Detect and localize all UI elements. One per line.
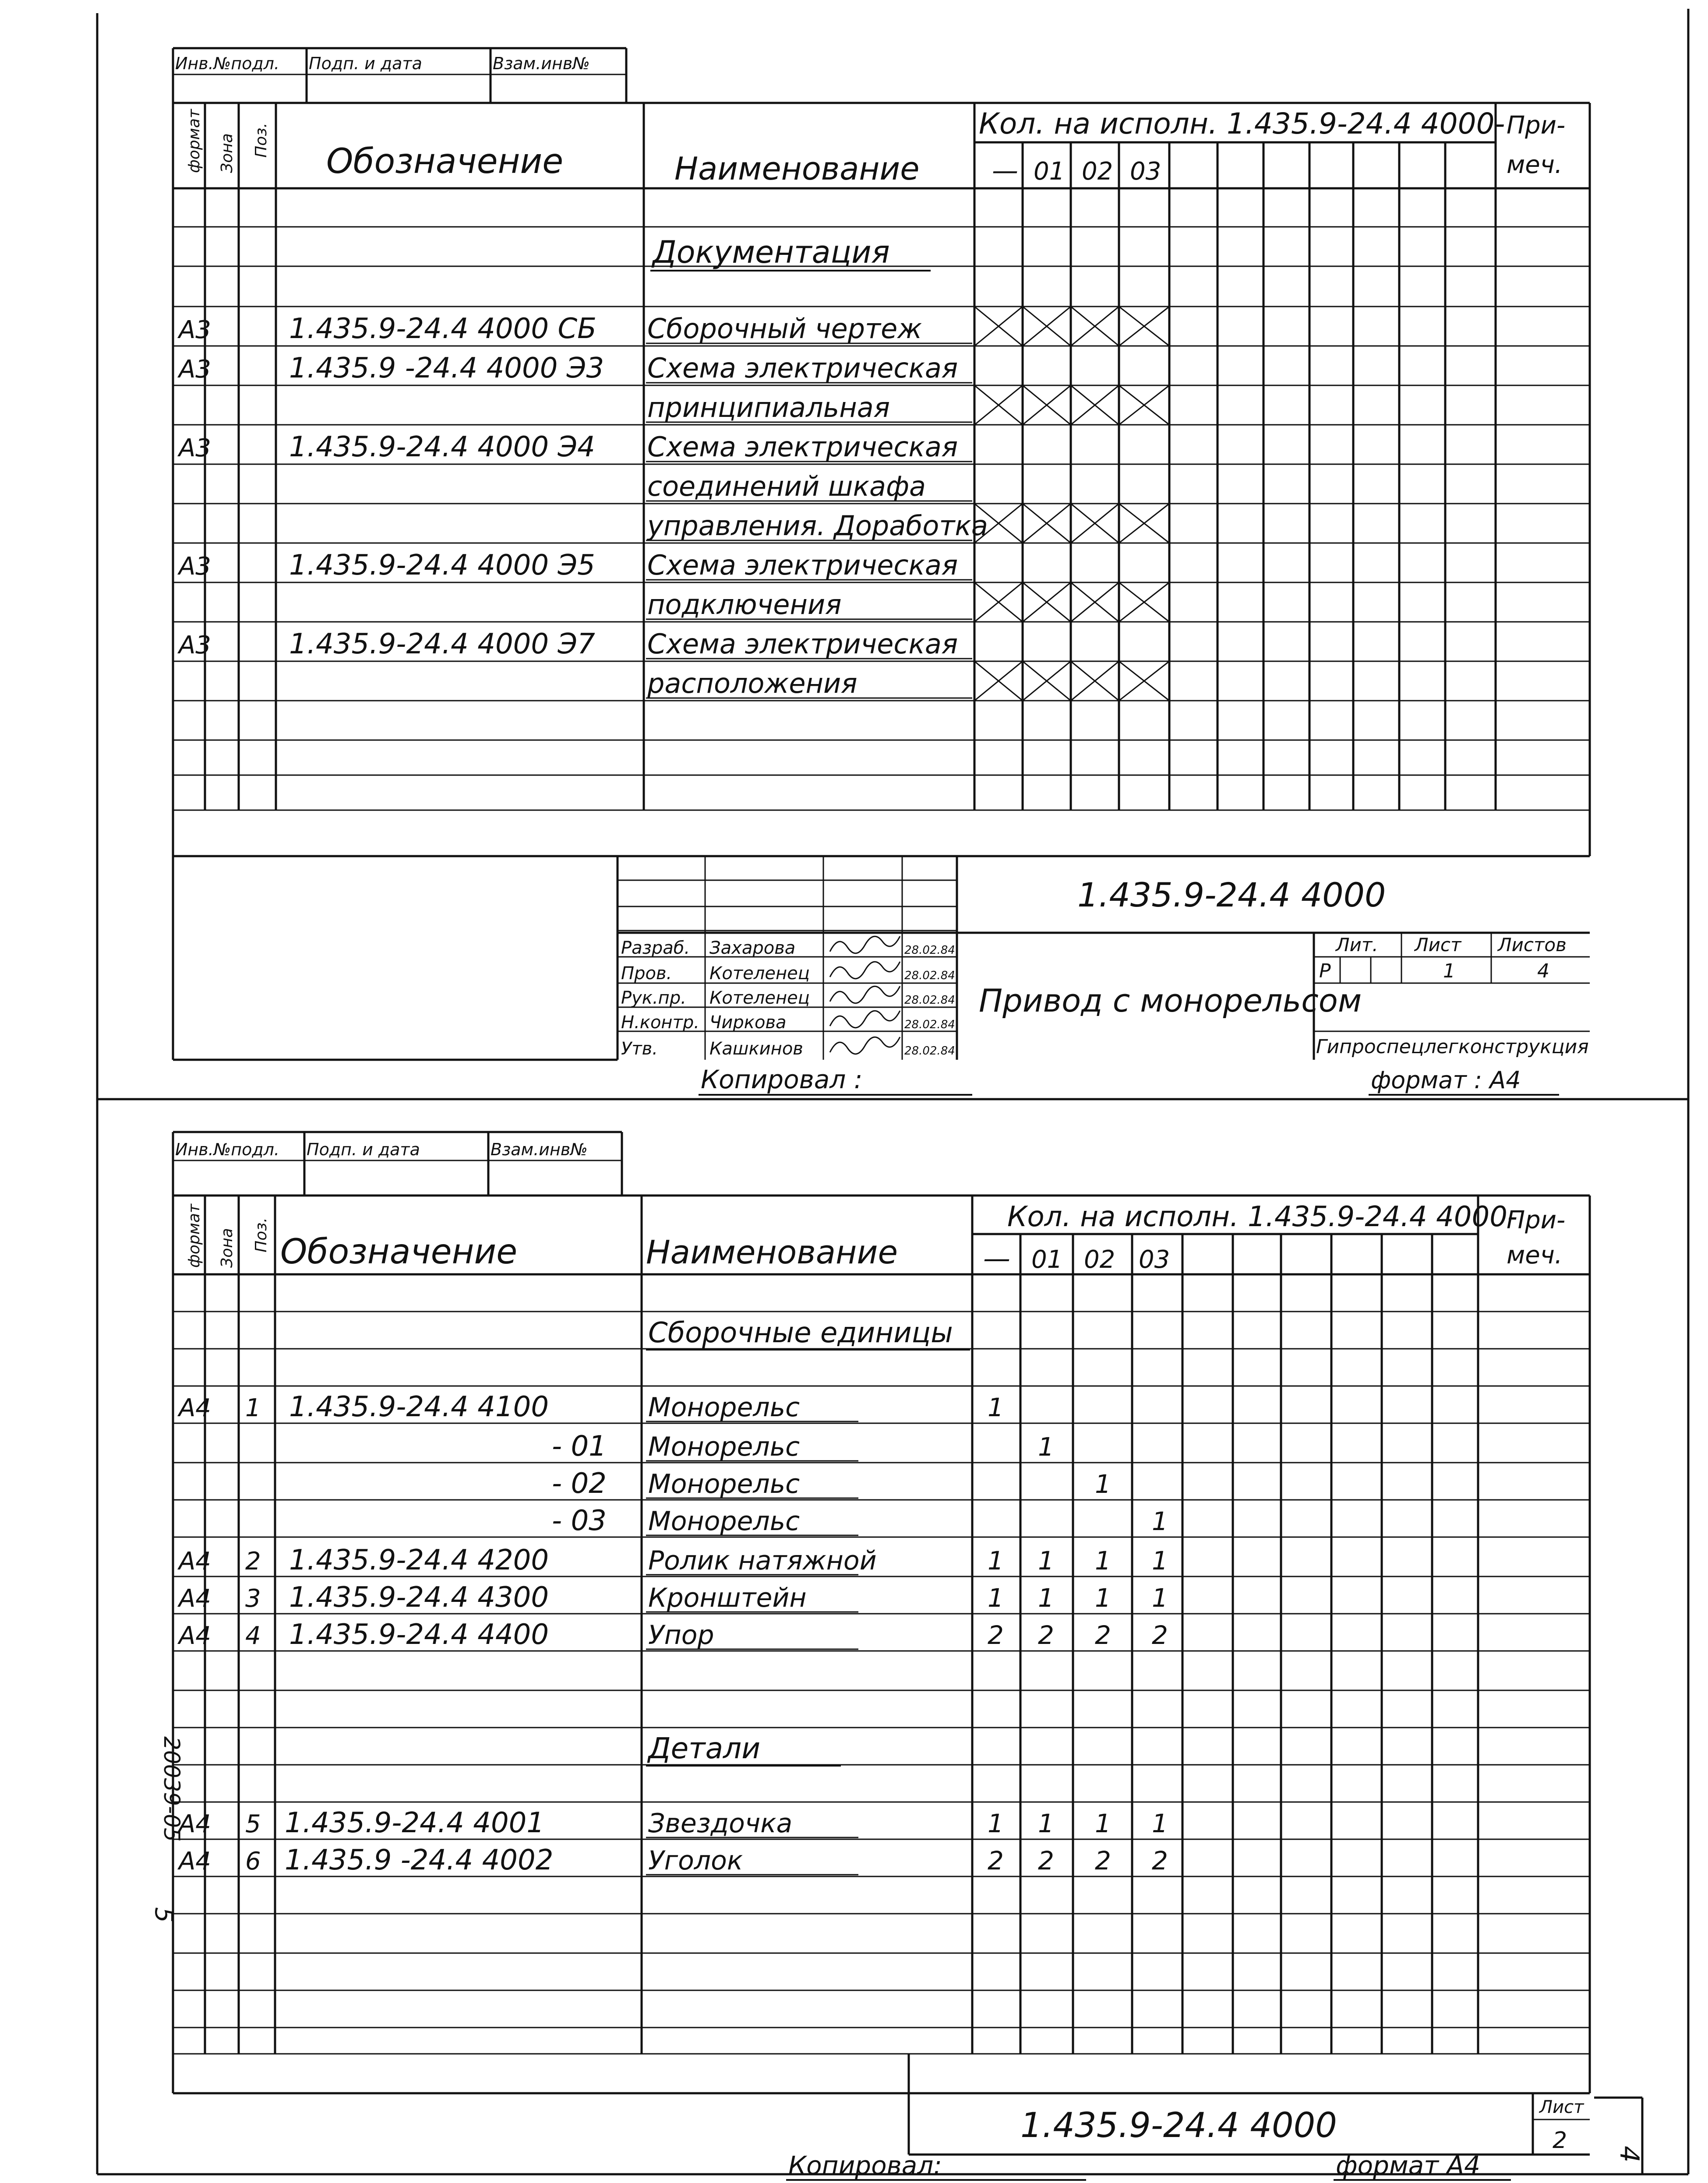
row-designation: 1.435.9 -24.4 4000 Э3: [289, 352, 604, 384]
row-pos: 1: [245, 1394, 261, 1422]
row-qty: 1: [1095, 1809, 1111, 1838]
titleblock-sheet-value: 1: [1443, 960, 1455, 982]
header-format: формат: [185, 109, 203, 173]
header-designation: Обозначение: [326, 142, 564, 181]
row-qty: 2: [1152, 1620, 1168, 1650]
row-designation: 1.435.9-24.4 4000 Э5: [289, 549, 595, 582]
row-format: A3: [179, 434, 211, 462]
titleblock-sheets-value: 4: [1537, 960, 1549, 982]
header-pos: Поз.: [252, 123, 270, 158]
row-format: A4: [179, 1810, 211, 1838]
row-designation: 1.435.9-24.4 4000 Э7: [289, 628, 595, 660]
signer-name: Котеленец: [709, 963, 810, 984]
row-qty: 1: [1095, 1583, 1111, 1613]
signer-name: Чиркова: [709, 1012, 787, 1033]
format-label: формат А4: [1336, 2151, 1480, 2180]
row-designation: 1.435.9-24.4 4100: [289, 1391, 549, 1423]
signer-date: 28.02.84: [904, 944, 955, 957]
titleblock-sheet-label: Лист: [1415, 934, 1461, 956]
header-name: Наименование: [674, 150, 920, 187]
row-format: A4: [179, 1394, 211, 1422]
row-designation: 1.435.9 -24.4 4002: [285, 1844, 554, 1876]
row-designation: - 01: [552, 1430, 607, 1463]
header-name: Наименование: [646, 1234, 898, 1271]
header-qty-title: Кол. на исполн. 1.435.9-24.4 4000-: [979, 107, 1505, 141]
row-name: расположения: [647, 667, 858, 699]
titleblock-sheets-label: Листов: [1498, 934, 1567, 956]
row-designation: - 02: [552, 1467, 607, 1500]
row-name: Ролик натяжной: [648, 1545, 877, 1576]
margin-digit: 5: [149, 1907, 178, 1923]
signature-image: [830, 1037, 900, 1054]
row-qty: 2: [1152, 1846, 1168, 1876]
row-name: Звездочка: [648, 1808, 793, 1839]
row-pos: 3: [245, 1584, 261, 1613]
row-designation: 1.435.9-24.4 4001: [285, 1807, 545, 1839]
row-name: Сборочный чертеж: [647, 313, 922, 345]
section-assembly-units: Сборочные единицы: [648, 1317, 953, 1349]
header-variant: 01: [1034, 157, 1065, 186]
row-qty: 1: [1095, 1546, 1111, 1576]
row-qty: 1: [1038, 1583, 1054, 1613]
row-qty: 1: [1038, 1432, 1054, 1462]
copied-label: Копировал:: [788, 2151, 942, 2180]
row-name: Схема электрическая: [647, 628, 958, 660]
stamp-sign-date-label: Подп. и дата: [307, 1140, 420, 1159]
row-format: A3: [179, 552, 211, 581]
signer-date: 28.02.84: [904, 969, 955, 982]
margin-archive-number: 20039-05: [159, 1736, 184, 1842]
header-note: меч.: [1507, 151, 1563, 179]
sheet-2: [173, 1132, 1590, 2180]
row-qty: 2: [1095, 1846, 1111, 1876]
row-format: A4: [179, 1847, 211, 1876]
row-qty: 1: [1095, 1469, 1111, 1499]
row-pos: 6: [245, 1847, 261, 1876]
row-name: Кронштейн: [648, 1583, 807, 1613]
signer-role: Разраб.: [621, 938, 690, 958]
titleblock-org: Гипроспецлегконструкция: [1316, 1036, 1589, 1058]
header-variant: 03: [1130, 157, 1161, 186]
stamp-inv-label: Инв.№подл.: [175, 1140, 280, 1159]
row-designation: 1.435.9-24.4 4400: [289, 1619, 549, 1651]
signer-role: Н.контр.: [621, 1012, 699, 1033]
row-name: подключения: [647, 589, 842, 621]
row-name: Упор: [648, 1620, 714, 1650]
row-qty: 1: [1152, 1546, 1168, 1576]
signer-name: Котеленец: [709, 988, 810, 1008]
header-variant: —: [992, 155, 1018, 186]
section-details: Детали: [648, 1732, 761, 1765]
signer-date: 28.02.84: [904, 1018, 955, 1031]
row-qty: 2: [988, 1620, 1004, 1650]
section-documentation: Документация: [653, 234, 890, 270]
header-variant: —: [983, 1242, 1010, 1274]
header-note: При-: [1507, 1206, 1566, 1234]
row-qty: 1: [1152, 1506, 1168, 1536]
row-name: Схема электрическая: [647, 549, 958, 581]
signer-date: 28.02.84: [904, 994, 955, 1007]
header-variant: 02: [1082, 157, 1113, 186]
signature-image: [830, 986, 900, 1003]
row-designation: 1.435.9-24.4 4000 Э4: [289, 431, 595, 463]
row-designation: 1.435.9-24.4 4000 СБ: [289, 313, 597, 345]
sheet2-sheet-value: 2: [1553, 2127, 1567, 2154]
row-name: Монорельс: [648, 1469, 800, 1499]
row-name: соединений шкафа: [647, 470, 926, 502]
header-qty-title: Кол. на исполн. 1.435.9-24.4 4000-: [1007, 1201, 1517, 1233]
titleblock-doc-code: 1.435.9-24.4 4000: [1077, 875, 1386, 914]
signature-image: [830, 936, 900, 953]
stamp-sign-date-label: Подп. и дата: [309, 54, 422, 73]
row-qty: 1: [988, 1393, 1004, 1422]
row-pos: 4: [245, 1622, 261, 1650]
format-label: формат : А4: [1371, 1066, 1521, 1094]
titleblock-lit-label: Лит.: [1336, 934, 1378, 956]
row-qty: 1: [1152, 1809, 1168, 1838]
row-format: A3: [179, 355, 211, 384]
row-designation: 1.435.9-24.4 4300: [289, 1581, 549, 1614]
page-number: 4: [1614, 2146, 1644, 2163]
header-pos: Поз.: [252, 1217, 270, 1252]
header-zone: Зона: [218, 1228, 236, 1268]
header-format: формат: [185, 1204, 203, 1268]
signer-role: Рук.пр.: [621, 988, 686, 1008]
header-zone: Зона: [218, 133, 236, 173]
header-note: меч.: [1507, 1241, 1563, 1270]
sheet2-doc-code: 1.435.9-24.4 4000: [1020, 2106, 1337, 2145]
copied-label: Копировал :: [701, 1065, 863, 1094]
stamp-inv-label: Инв.№подл.: [175, 54, 280, 73]
header-variant: 02: [1084, 1245, 1115, 1274]
row-format: A3: [179, 316, 211, 344]
row-qty: 1: [988, 1809, 1004, 1838]
row-name: Монорельс: [648, 1392, 800, 1423]
row-pos: 2: [245, 1547, 261, 1576]
row-name: принципиальная: [647, 391, 890, 423]
row-name: управления. Доработка: [647, 510, 988, 542]
signer-name: Кашкинов: [709, 1039, 803, 1059]
row-format: A4: [179, 1547, 211, 1576]
titleblock-lit-value: Р: [1319, 960, 1331, 982]
header-variant: 03: [1139, 1245, 1170, 1274]
row-qty: 1: [1038, 1546, 1054, 1576]
row-qty: 2: [1095, 1620, 1111, 1650]
signer-name: Захарова: [709, 938, 796, 958]
row-name: Монорельс: [648, 1432, 800, 1462]
row-qty: 1: [988, 1583, 1004, 1613]
row-pos: 5: [245, 1810, 261, 1838]
signature-image: [830, 1011, 900, 1028]
row-format: A3: [179, 631, 211, 659]
row-name: Уголок: [648, 1845, 743, 1876]
row-qty: 2: [1038, 1846, 1054, 1876]
row-qty: 1: [1152, 1583, 1168, 1613]
row-format: A4: [179, 1622, 211, 1650]
sheet-1: [173, 48, 1590, 1095]
row-qty: 2: [988, 1846, 1004, 1876]
row-name: Схема электрическая: [647, 352, 958, 384]
stamp-replace-label: Взам.инв№: [493, 54, 590, 73]
titleblock-title: Привод с монорельсом: [979, 982, 1362, 1019]
row-qty: 1: [1038, 1809, 1054, 1838]
signer-date: 28.02.84: [904, 1044, 955, 1058]
stamp-replace-label: Взам.инв№: [491, 1140, 588, 1159]
row-qty: 2: [1038, 1620, 1054, 1650]
row-name: Схема электрическая: [647, 431, 958, 463]
row-name: Монорельс: [648, 1506, 800, 1537]
header-variant: 01: [1031, 1245, 1063, 1274]
header-note: При-: [1507, 111, 1566, 140]
row-format: A4: [179, 1584, 211, 1613]
row-designation: - 03: [552, 1505, 607, 1537]
row-designation: 1.435.9-24.4 4200: [289, 1544, 549, 1576]
signer-role: Утв.: [621, 1039, 658, 1059]
row-qty: 1: [988, 1546, 1004, 1576]
signature-image: [830, 962, 900, 979]
signer-role: Пров.: [621, 963, 672, 984]
sheet2-sheet-label: Лист: [1539, 2097, 1584, 2117]
header-designation: Обозначение: [280, 1232, 518, 1272]
